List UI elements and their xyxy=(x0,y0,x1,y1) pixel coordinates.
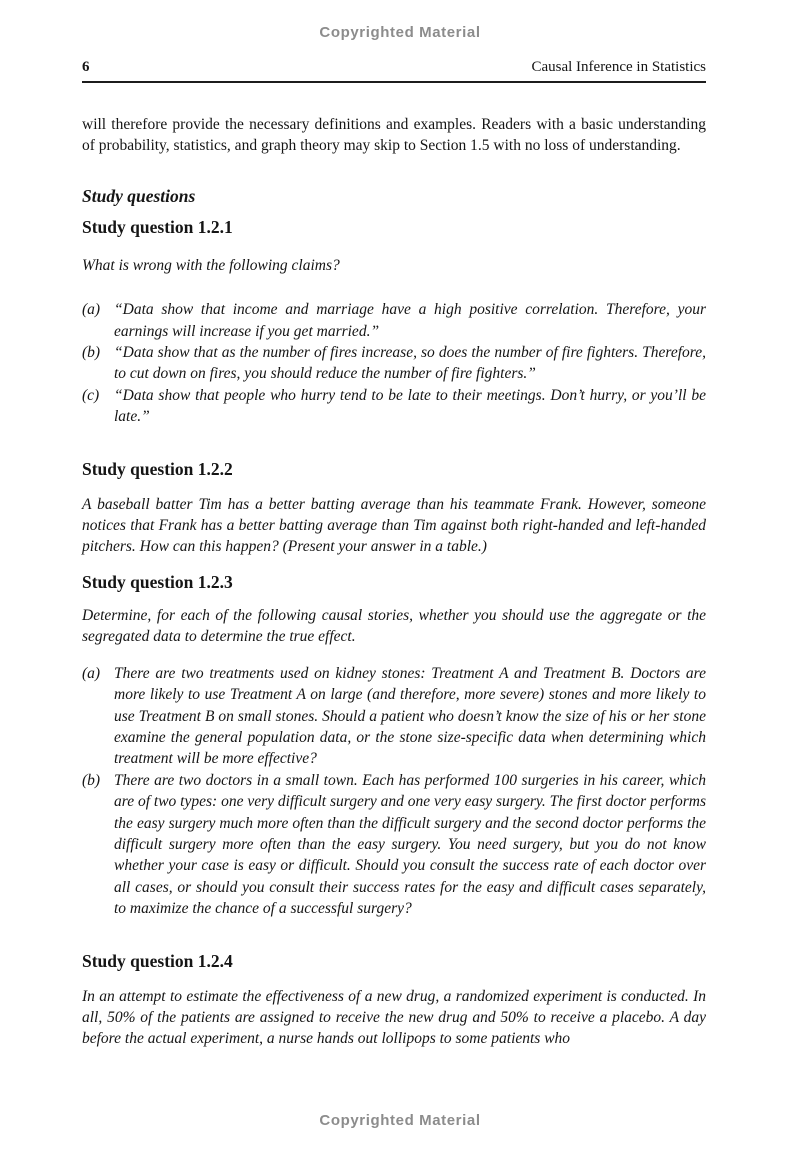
item-label: (c) xyxy=(82,386,100,404)
list-item xyxy=(82,342,706,385)
running-title: Causal Inference in Statistics xyxy=(531,59,706,75)
question-body-1-2-1: What is wrong with the following claims? xyxy=(82,256,340,274)
question-body-1-2-4: In an attempt to estimate the effectiveness of a new drug, a randomized experiment is conducted. In all, 50% of the patients are assigned to receive the new drug and 50% to receive a placebo. A day before the actual experiment, a nurse hands out lollipops to some patients who xyxy=(82,987,706,1048)
list-item xyxy=(82,663,706,770)
question-heading-1-2-2: Study question 1.2.2 xyxy=(82,458,233,479)
item-text: “Data show that income and marriage have a high positive correlation. Therefore, your earnings will increase if you get married.” xyxy=(114,301,706,340)
question-heading-1-2-3: Study question 1.2.3 xyxy=(82,571,233,592)
question-body-1-2-3: Determine, for each of the following causal stories, whether you should use the aggregate or the segregated data to determine the true effect. xyxy=(82,606,706,646)
question-list-1-2-3 xyxy=(82,663,706,920)
item-text: There are two doctors in a small town. Each has performed 100 surgeries in his career, which are of two types: one very difficult surgery and one very easy surgery. The first doctor performs the easy surgery much more often than the difficult surgery and the second doctor performs the difficult surgery more often than the easy surgery. You need surgery, but you do not know whether your case is easy or difficult. Should you consult the success rate of each doctor over all cases, or should you consult their success rates for the easy and difficult cases separately, to maximize the chance of a successful surgery? xyxy=(114,771,706,918)
item-label: (a) xyxy=(82,664,101,682)
item-text: “Data show that people who hurry tend to be late to their meetings. Don’t hurry, or you’ll be late.” xyxy=(114,386,706,426)
item-text: There are two treatments used on kidney stones: Treatment A and Treatment B. Doctors are more likely to use Treatment A on large (and therefore, more severe) stones and more likely to use Treatment B on small stones. Should a patient who doesn’t know the size of his or her stone examine the general population data, or the stone size-specific data when determining which treatment will be more effective? xyxy=(114,664,706,768)
list-item xyxy=(82,299,706,342)
item-label: (b) xyxy=(82,344,101,362)
question-heading-1-2-1: Study question 1.2.1 xyxy=(82,216,233,237)
item-text: “Data show that as the number of fires increase, so does the number of fire fighters. Therefore, to cut down on fires, you should reduce the number of fire fighters.” xyxy=(114,344,706,383)
watermark-bottom: Copyrighted Material xyxy=(319,1112,481,1129)
page-number: 6 xyxy=(82,59,90,75)
question-list-1-2-1 xyxy=(82,299,706,427)
list-item xyxy=(82,770,706,920)
page-header xyxy=(82,59,706,83)
watermark-top: Copyrighted Material xyxy=(319,24,481,41)
question-heading-1-2-4: Study question 1.2.4 xyxy=(82,950,233,971)
page-content xyxy=(82,59,706,1050)
section-heading-study-questions: Study questions xyxy=(82,185,196,206)
intro-paragraph: will therefore provide the necessary definitions and examples. Readers with a basic understanding of probability, statistics, and graph theory may skip to Section 1.5 with no loss of understanding. xyxy=(82,116,706,155)
item-label: (b) xyxy=(82,771,101,789)
question-body-1-2-2: A baseball batter Tim has a better batting average than his teammate Frank. However, someone notices that Frank has a better batting average than Tim against both right-handed and left-handed pitchers. How can this happen? (Present your answer in a table.) xyxy=(82,495,706,556)
list-item xyxy=(82,385,706,428)
item-label: (a) xyxy=(82,301,101,319)
